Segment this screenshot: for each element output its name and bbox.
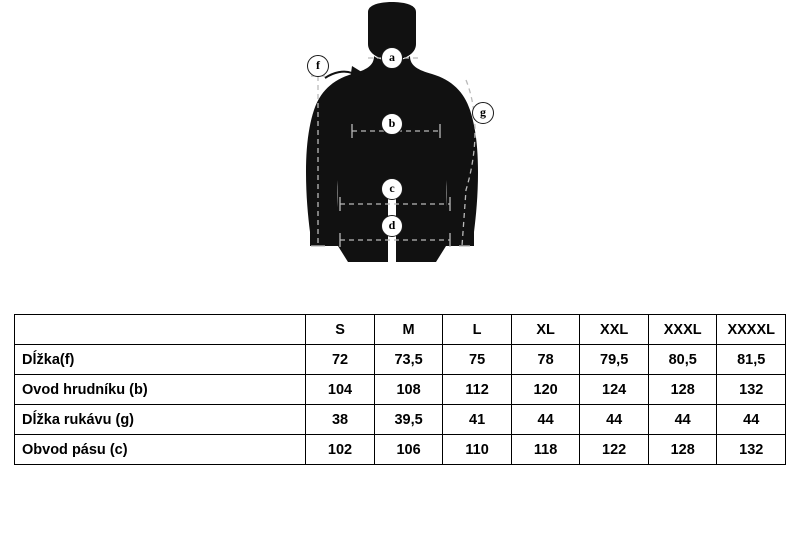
table-header-row bbox=[15, 315, 786, 345]
cell-length-xl: 78 bbox=[511, 345, 580, 375]
column-header-xxl: XXL bbox=[580, 315, 649, 345]
cell-length-xxxl: 80,5 bbox=[648, 345, 717, 375]
column-header-s: S bbox=[306, 315, 375, 345]
column-header-xl: XL bbox=[511, 315, 580, 345]
table-row bbox=[15, 405, 786, 435]
cell-chest-xxl: 124 bbox=[580, 375, 649, 405]
cell-sleeve-m: 39,5 bbox=[374, 405, 443, 435]
cell-chest-xxxl: 128 bbox=[648, 375, 717, 405]
cell-chest-xxxxl: 132 bbox=[717, 375, 786, 405]
cell-waist-xxxl: 128 bbox=[648, 435, 717, 465]
column-header-xxxl: XXXL bbox=[648, 315, 717, 345]
cell-length-xxxxl: 81,5 bbox=[717, 345, 786, 375]
table-row bbox=[15, 375, 786, 405]
row-label-length: Dĺžka(f) bbox=[15, 345, 306, 375]
marker-d-hip bbox=[381, 215, 403, 237]
row-label-chest: Ovod hrudníku (b) bbox=[15, 375, 306, 405]
size-table bbox=[14, 314, 786, 465]
cell-sleeve-xxxxl: 44 bbox=[717, 405, 786, 435]
marker-f-label: f bbox=[316, 58, 320, 72]
marker-d-label: d bbox=[388, 218, 396, 232]
cell-sleeve-s: 38 bbox=[306, 405, 375, 435]
cell-length-m: 73,5 bbox=[374, 345, 443, 375]
marker-g-label: g bbox=[480, 105, 486, 119]
cell-waist-s: 102 bbox=[306, 435, 375, 465]
cell-chest-m: 108 bbox=[374, 375, 443, 405]
cell-sleeve-xxxl: 44 bbox=[648, 405, 717, 435]
row-label-waist: Obvod pásu (c) bbox=[15, 435, 306, 465]
cell-chest-l: 112 bbox=[443, 375, 512, 405]
marker-a-label: a bbox=[389, 50, 395, 64]
cell-waist-xxxxl: 132 bbox=[717, 435, 786, 465]
cell-chest-xl: 120 bbox=[511, 375, 580, 405]
cell-length-s: 72 bbox=[306, 345, 375, 375]
cell-waist-xl: 118 bbox=[511, 435, 580, 465]
marker-f-length bbox=[307, 55, 329, 77]
cell-sleeve-l: 41 bbox=[443, 405, 512, 435]
cell-chest-s: 104 bbox=[306, 375, 375, 405]
cell-length-l: 75 bbox=[443, 345, 512, 375]
cell-waist-l: 110 bbox=[443, 435, 512, 465]
table-corner-cell bbox=[15, 315, 306, 345]
marker-b-chest bbox=[381, 113, 403, 135]
marker-a-neck bbox=[381, 47, 403, 69]
table-header bbox=[15, 315, 786, 345]
marker-g-sleeve bbox=[472, 102, 494, 124]
marker-c-label: c bbox=[389, 181, 395, 195]
column-header-xxxxl: XXXXL bbox=[717, 315, 786, 345]
marker-c-waist bbox=[381, 178, 403, 200]
cell-waist-m: 106 bbox=[374, 435, 443, 465]
table-row bbox=[15, 345, 786, 375]
cell-sleeve-xxl: 44 bbox=[580, 405, 649, 435]
table-row bbox=[15, 435, 786, 465]
table-body bbox=[15, 345, 786, 465]
marker-b-label: b bbox=[388, 116, 396, 130]
column-header-m: M bbox=[374, 315, 443, 345]
cell-length-xxl: 79,5 bbox=[580, 345, 649, 375]
row-label-sleeve: Dĺžka rukávu (g) bbox=[15, 405, 306, 435]
cell-sleeve-xl: 44 bbox=[511, 405, 580, 435]
cell-waist-xxl: 122 bbox=[580, 435, 649, 465]
column-header-l: L bbox=[443, 315, 512, 345]
